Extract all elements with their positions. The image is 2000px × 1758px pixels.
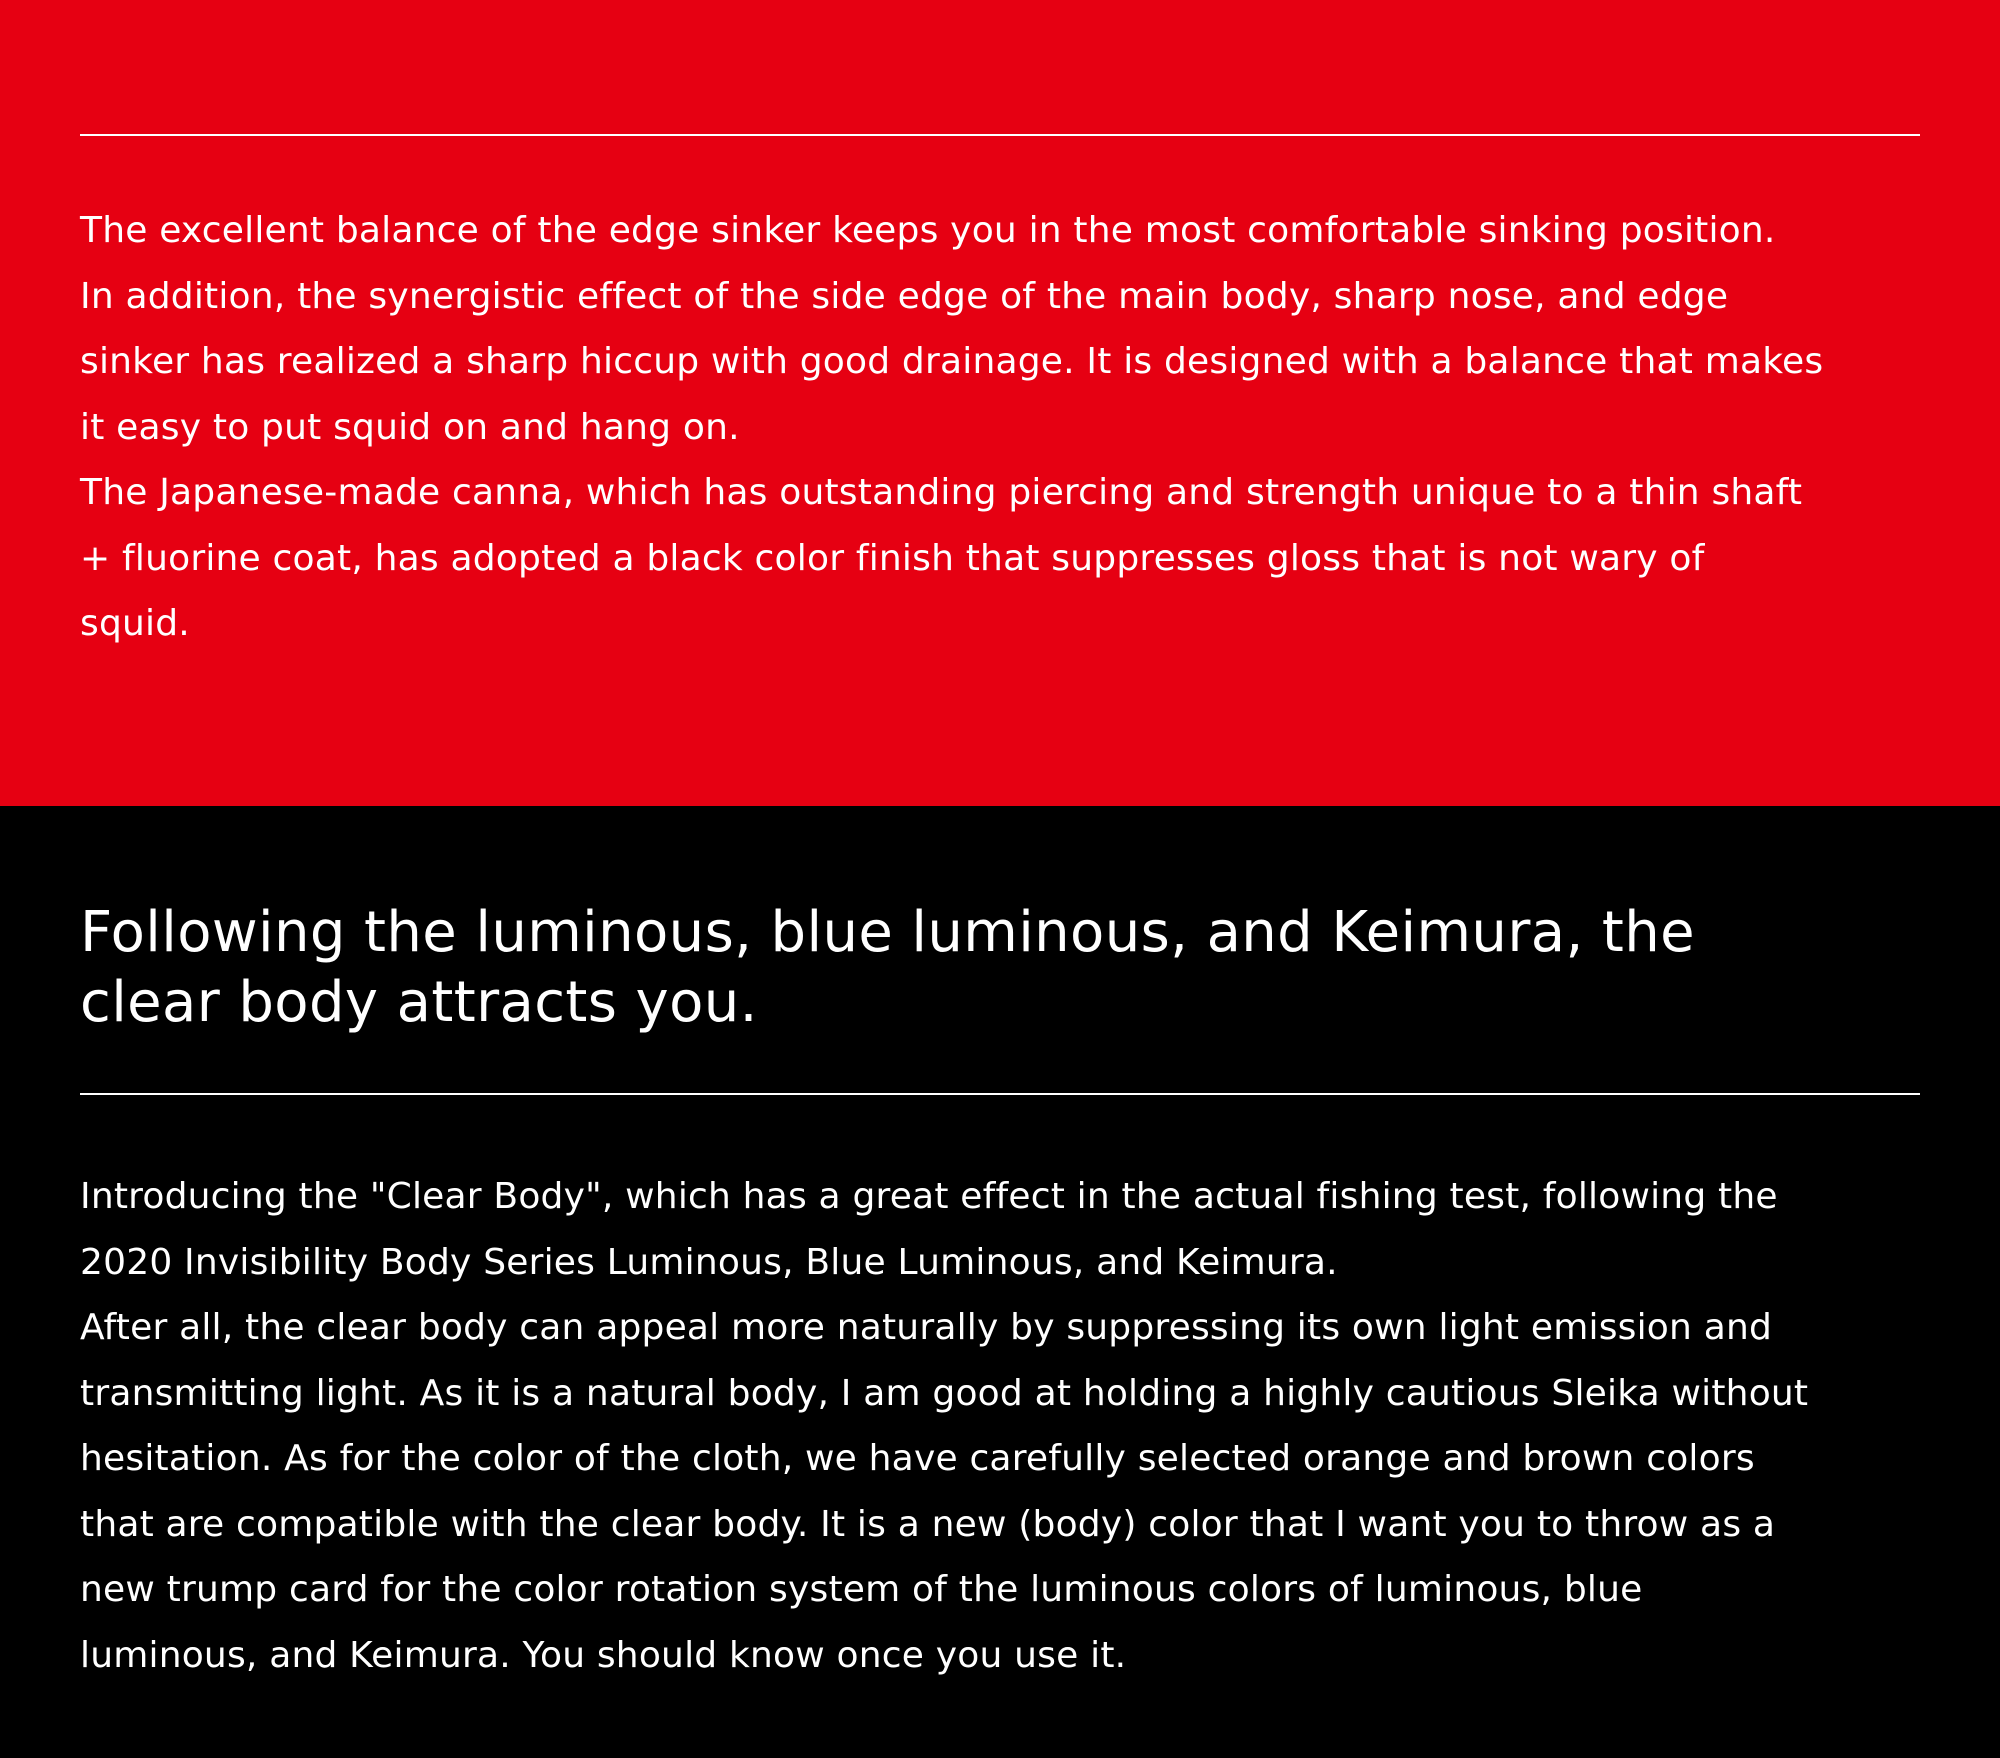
description-line: After all, the clear body can appeal more naturally by suppressing its own light emission and	[80, 1307, 1773, 1348]
red-section-divider	[80, 134, 1920, 136]
red-feature-section	[0, 0, 2000, 806]
description-line: In addition, the synergistic effect of the side edge of the main body, sharp nose, and edge	[80, 275, 1729, 317]
description-line: luminous, and Keimura. You should know once you use it.	[80, 1634, 1127, 1676]
description-line: The Japanese-made canna, which has outstanding piercing and strength unique to a thin shaft	[80, 472, 1803, 513]
description-line: transmitting light. As it is a natural body, I am good at holding a highly cautious Sleika without	[80, 1372, 1809, 1414]
clear-body-section	[0, 806, 2000, 1758]
description-line: The excellent balance of the edge sinker keeps you in the most comfortable sinking position.	[80, 210, 1776, 251]
clear-body-description	[80, 1164, 1920, 1688]
description-line: sinker has realized a sharp hiccup with good drainage. It is designed with a balance that makes	[80, 341, 1824, 382]
description-line: + fluorine coat, has adopted a black color finish that suppresses gloss that is not wary of	[80, 537, 1705, 579]
heading-line: Following the luminous, blue luminous, and Keimura, the	[80, 900, 1695, 965]
heading-line: clear body attracts you.	[80, 970, 758, 1035]
description-line: hesitation. As for the color of the cloth, we have carefully selected orange and brown colors	[80, 1438, 1755, 1479]
description-line: that are compatible with the clear body. It is a new (body) color that I want you to throw as a	[80, 1503, 1776, 1545]
description-line: 2020 Invisibility Body Series Luminous, Blue Luminous, and Keimura.	[80, 1241, 1338, 1283]
black-section-divider	[80, 1093, 1920, 1095]
description-line: it easy to put squid on and hang on.	[80, 406, 740, 448]
edge-sinker-description	[80, 198, 1920, 657]
description-line: new trump card for the color rotation system of the luminous colors of luminous, blue	[80, 1569, 1643, 1610]
description-line: Introducing the "Clear Body", which has a great effect in the actual fishing test, following the	[80, 1176, 1778, 1217]
description-line: squid.	[80, 603, 190, 644]
clear-body-heading	[80, 898, 1920, 1038]
